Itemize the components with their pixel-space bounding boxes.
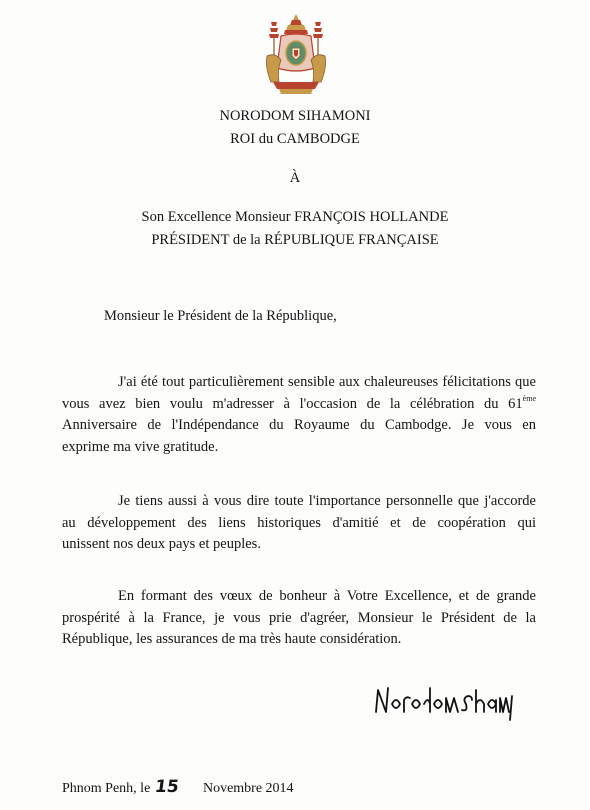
paragraph-line: En formant des vœux de bonheur à Votre Excellence, et de grande (118, 588, 536, 604)
date-month-year: Novembre 2014 (202, 781, 294, 796)
paragraph-line: au développement des liens historiques d'amitié et de coopération qui (62, 514, 536, 531)
recipient-name: Son Excellence Monsieur FRANÇOIS HOLLANDE (141, 209, 449, 225)
ordinal-superscript: ème (522, 393, 536, 403)
paragraph-line: prospérité à la France, je vous prie d'agréer, Monsieur le Président de la (62, 609, 536, 626)
body-paragraph-3 (62, 586, 536, 651)
salutation: Monsieur le Président de la République, (104, 308, 337, 324)
date-day-handwritten: 15 (153, 777, 181, 797)
date-place: Phnom Penh, le (62, 781, 151, 796)
recipient-title: PRÉSIDENT de la RÉPUBLIQUE FRANÇAISE (151, 232, 439, 248)
paragraph-line: Anniversaire de l'Indépendance du Royaume du Cambodge. Je vous en (62, 417, 536, 433)
paragraph-line: unissent nos deux pays et peuples. (62, 536, 261, 552)
paragraph-line: République, les assurances de ma très haute considération. (62, 631, 402, 647)
body-paragraph-1 (62, 372, 536, 458)
paragraph-line: J'ai été tout particulièrement sensible aux chaleureuses félicitations que (118, 374, 536, 390)
sender-name: NORODOM SIHAMONI (219, 108, 371, 124)
sender-title: ROI du CAMBODGE (230, 131, 360, 147)
royal-signature (372, 682, 516, 722)
date-line (62, 777, 294, 797)
paragraph-line: vous avez bien voulu m'adresser à l'occasion de la célébration du 61ème (62, 393, 536, 412)
body-paragraph-2 (62, 491, 536, 556)
paragraph-line: Je tiens aussi à vous dire toute l'importance personnelle que j'accorde (118, 493, 536, 509)
addressed-to: À (289, 170, 301, 186)
paragraph-line: exprime ma vive gratitude. (62, 438, 219, 455)
royal-arms-of-cambodia-icon (259, 12, 333, 96)
